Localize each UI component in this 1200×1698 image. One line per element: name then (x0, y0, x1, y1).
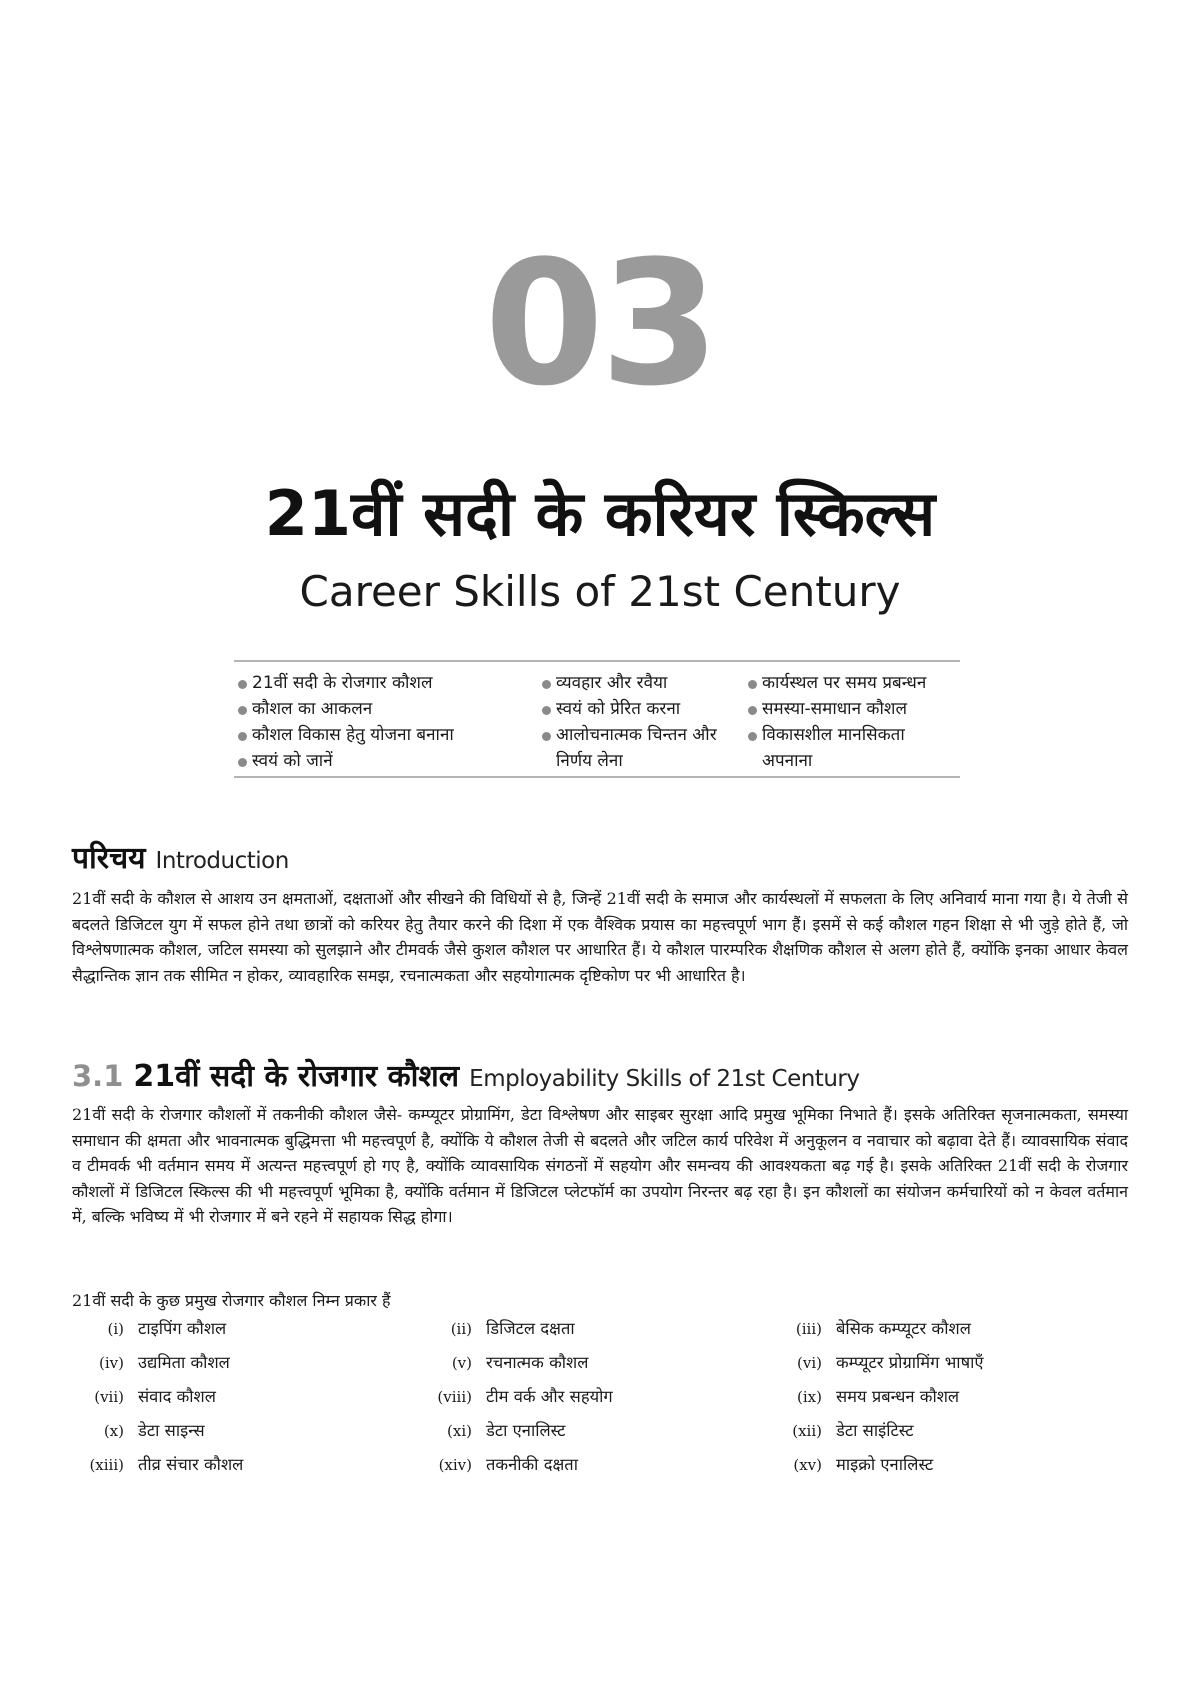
bullet-icon (542, 680, 551, 689)
list-item (72, 1350, 420, 1380)
list-item (72, 1418, 420, 1448)
skills-list (72, 1316, 1128, 1482)
contents-item (542, 722, 742, 774)
list-item-label: डेटा एनालिस्ट (486, 1421, 566, 1440)
contents-item-label: स्वयं को प्रेरित करना (556, 699, 681, 719)
list-item-label: तकनीकी दक्षता (486, 1455, 578, 1474)
list-item-label: टाइपिंग कौशल (138, 1319, 227, 1338)
contents-item-label: 21वीं सदी के रोजगार कौशल (252, 673, 433, 693)
list-item (420, 1418, 770, 1448)
section-heading (72, 1054, 1128, 1095)
list-item-number: (vii) (94, 1388, 124, 1406)
list-item (420, 1316, 770, 1346)
list-item (420, 1350, 770, 1380)
list-item-label: कम्प्यूटर प्रोग्रामिंग भाषाएँ (836, 1353, 984, 1372)
section-heading-hindi: 21वीं सदी के रोजगार कौशल (133, 1059, 460, 1094)
list-item (770, 1452, 1128, 1482)
list-item-label: बेसिक कम्प्यूटर कौशल (836, 1319, 971, 1338)
bullet-icon (542, 706, 551, 715)
section-number: 3.1 (72, 1059, 124, 1093)
intro-paragraph: 21वीं सदी के कौशल से आशय उन क्षमताओं, दक्षताओं और सीखने की विधियों से है, जिन्हें 21वीं सदी के समाज और कार्यस्थलों में सफलता के लिए अनिवार्य माना गया है। ये तेजी से बदलते डिजिटल युग में सफल होने तथा छात्रों को करियर हेतु तैयार करने की दिशा में एक वैश्विक प्रयास का महत्त्वपूर्ण भाग हैं। इसमें से कई कौशल गहन शिक्षा से भी जुड़े होते हैं, जो विश्लेषणात्मक कौशल, जटिल समस्या को सुलझाने और टीमवर्क जैसे कुशल कौशल पर आधारित हैं। ये कौशल पारम्परिक शैक्षणिक कौशल से अलग होते हैं, क्योंकि इनका आधार केवल सैद्धान्तिक ज्ञान तक सीमित न होकर, व्यावहारिक समझ, रचनात्मकता और सहयोगात्मक दृष्टिकोण पर भी आधारित है। (72, 889, 1128, 985)
bullet-icon (238, 732, 247, 741)
list-item-number: (x) (103, 1422, 124, 1440)
contents-item-label: समस्या-समाधान कौशल (762, 699, 907, 719)
list-item (770, 1350, 1128, 1380)
bullet-icon (542, 732, 551, 741)
section-paragraph: 21वीं सदी के रोजगार कौशलों में तकनीकी कौशल जैसे- कम्प्यूटर प्रोग्रामिंग, डेटा विश्लेषण और साइबर सुरक्षा आदि प्रमुख भूमिका निभाते हैं। इसके अतिरिक्त सृजनात्मकता, समस्या समाधान की क्षमता और भावनात्मक बुद्धिमत्ता भी महत्त्वपूर्ण है, क्योंकि ये कौशल तेजी से बदलते और जटिल कार्य परिवेश में अनुकूलन व नवाचार को बढ़ावा देते हैं। व्यावसायिक संवाद व टीमवर्क भी वर्तमान समय में अत्यन्त महत्त्वपूर्ण हो गए है, क्योंकि व्यावसायिक संगठनों में सहयोग और समन्वय की आवश्यकता बढ़ गई है। इसके अतिरिक्त 21वीं सदी के रोजगार कौशलों में डिजिटल स्किल्स की भी महत्त्वपूर्ण भूमिका है, क्योंकि वर्तमान में डिजिटल प्लेटफॉर्म का उपयोग निरन्तर बढ़ रहा है। इन कौशलों का संयोजन कर्मचारियों को न केवल वर्तमान में, बल्कि भविष्य में भी रोजगार में बने रहने में सहायक सिद्ध होगा। (72, 1105, 1128, 1226)
contents-column-2 (542, 670, 742, 774)
intro-heading-english: Introduction (155, 848, 289, 874)
contents-column-1 (238, 670, 538, 774)
contents-item (238, 670, 538, 696)
contents-item-label: स्वयं को जानें (252, 751, 333, 771)
list-item (420, 1384, 770, 1414)
intro-heading (72, 836, 1128, 877)
intro-heading-hindi: परिचय (72, 841, 146, 876)
list-item-number: (viii) (437, 1388, 472, 1406)
list-item-label: टीम वर्क और सहयोग (486, 1387, 613, 1406)
contents-item (748, 722, 958, 774)
list-item-number: (iii) (795, 1320, 822, 1338)
contents-item-label: कौशल का आकलन (252, 699, 373, 719)
section-heading-english: Employability Skills of 21st Century (469, 1066, 860, 1092)
contents-item (542, 696, 742, 722)
contents-item-label: आलोचनात्मक चिन्तन और निर्णय लेना (556, 725, 717, 771)
list-item-number: (xiii) (89, 1456, 124, 1474)
skills-lead-text: 21वीं सदी के कुछ प्रमुख रोजगार कौशल निम्न प्रकार हैं (72, 1291, 391, 1310)
contents-item (238, 722, 538, 748)
list-item-number: (vi) (797, 1354, 822, 1372)
list-item-label: उद्यमिता कौशल (138, 1353, 230, 1372)
list-item (72, 1384, 420, 1414)
list-item-number: (xii) (792, 1422, 822, 1440)
list-item-number: (ii) (450, 1320, 472, 1338)
contents-item (542, 670, 742, 696)
contents-item-label: कौशल विकास हेतु योजना बनाना (252, 725, 454, 745)
contents-item (748, 670, 958, 696)
list-item-label: माइक्रो एनालिस्ट (836, 1455, 934, 1474)
list-item-number: (xv) (793, 1456, 822, 1474)
contents-item-label: विकासशील मानसिकता अपनाना (762, 725, 905, 771)
list-item (72, 1316, 420, 1346)
list-item-label: डेटा साइंटिस्ट (836, 1421, 914, 1440)
list-item (420, 1452, 770, 1482)
bullet-icon (238, 706, 247, 715)
list-item-number: (i) (107, 1320, 124, 1338)
list-item-number: (xiv) (438, 1456, 472, 1474)
bullet-icon (748, 680, 757, 689)
list-item-number: (xi) (447, 1422, 472, 1440)
bullet-icon (748, 732, 757, 741)
list-item (72, 1452, 420, 1482)
list-item-label: डिजिटल दक्षता (486, 1319, 575, 1338)
bullet-icon (238, 680, 247, 689)
contents-column-3 (748, 670, 958, 774)
contents-item (748, 696, 958, 722)
chapter-title-hindi: 21वीं सदी के करियर स्किल्स (264, 477, 936, 550)
chapter-number: 03 (484, 223, 716, 424)
list-item-number: (v) (451, 1354, 472, 1372)
contents-item (238, 748, 538, 774)
bullet-icon (748, 706, 757, 715)
list-item-label: समय प्रबन्धन कौशल (836, 1387, 960, 1406)
list-item-label: रचनात्मक कौशल (486, 1353, 589, 1372)
list-item-label: डेटा साइन्स (138, 1421, 205, 1440)
list-item (770, 1316, 1128, 1346)
chapter-title-english: Career Skills of 21st Century (299, 567, 901, 616)
list-item-number: (iv) (99, 1354, 124, 1372)
chapter-contents-box (234, 660, 960, 778)
list-item-number: (ix) (797, 1388, 822, 1406)
contents-item (238, 696, 538, 722)
list-item (770, 1418, 1128, 1448)
contents-item-label: कार्यस्थल पर समय प्रबन्धन (762, 673, 927, 693)
list-item-label: तीव्र संचार कौशल (138, 1455, 244, 1474)
contents-item-label: व्यवहार और रवैया (556, 673, 668, 693)
list-item-label: संवाद कौशल (138, 1387, 216, 1406)
bullet-icon (238, 758, 247, 767)
list-item (770, 1384, 1128, 1414)
